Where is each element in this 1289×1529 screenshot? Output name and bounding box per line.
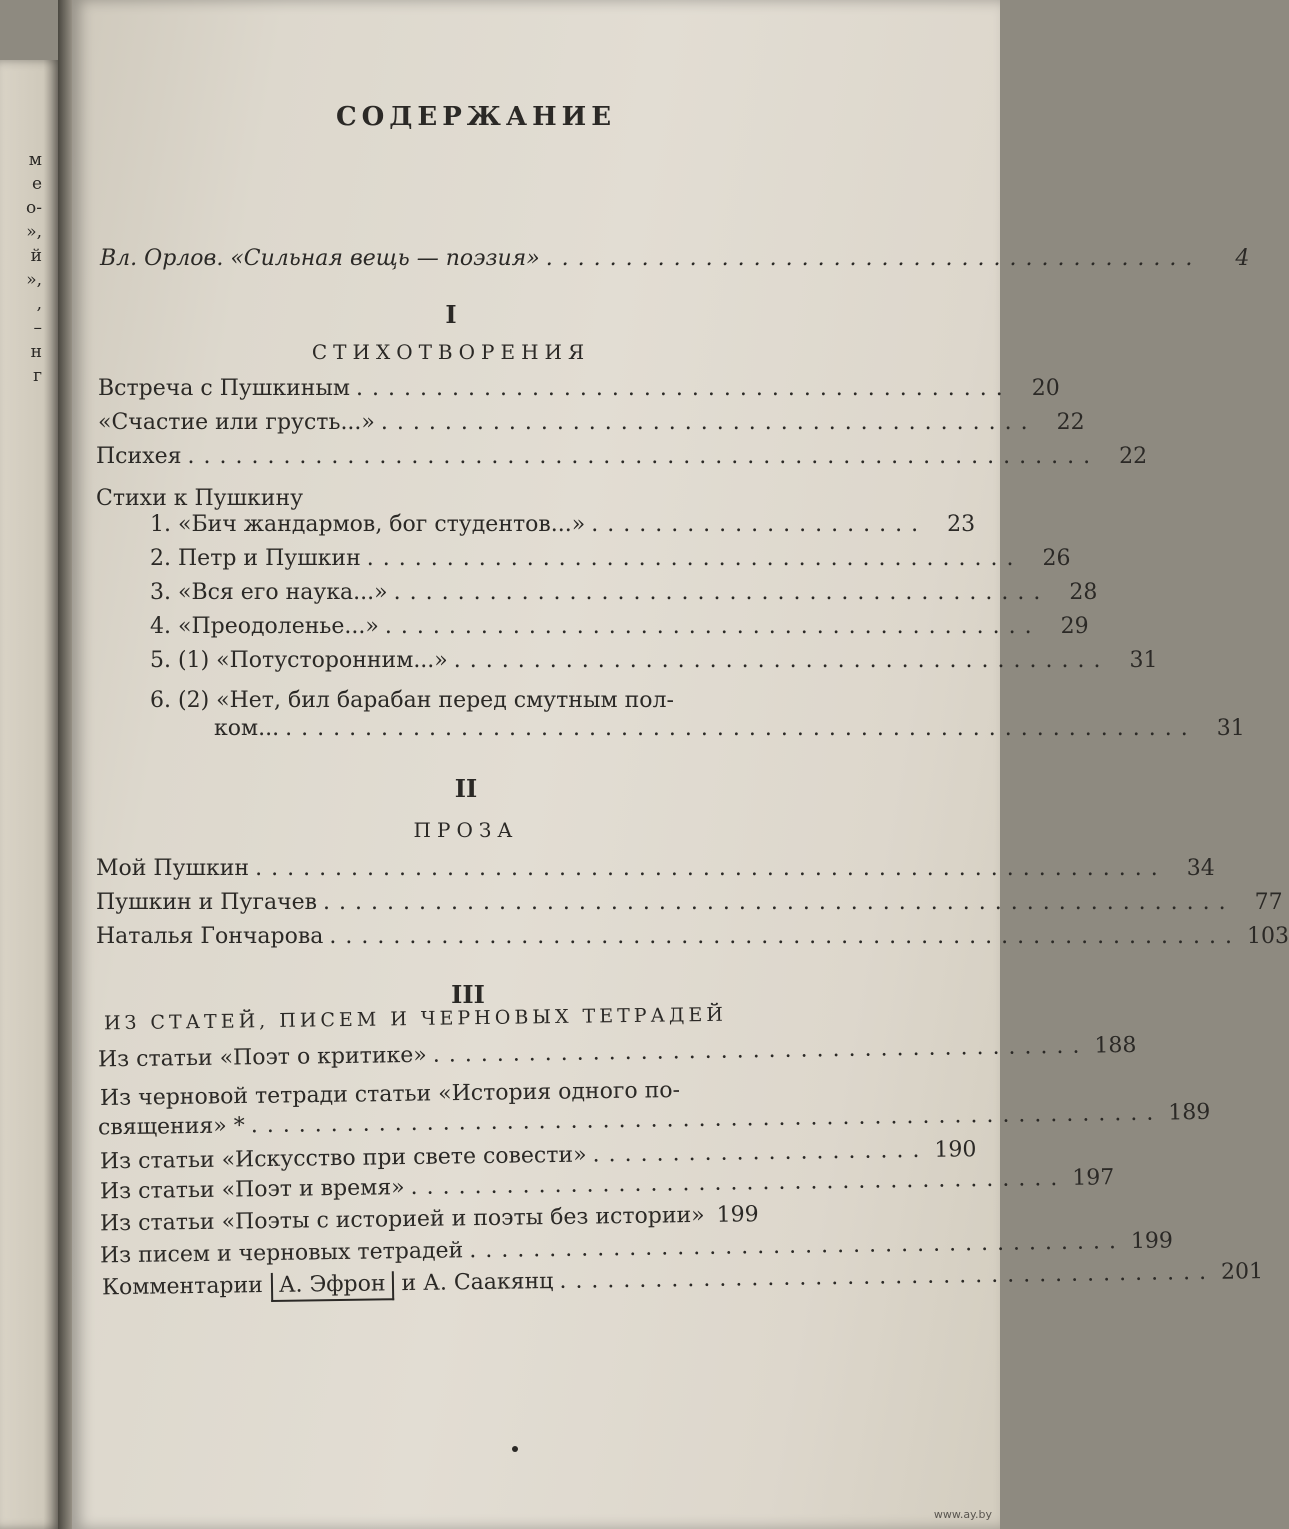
toc-entry xyxy=(96,856,1215,881)
entry-title: Вл. Орлов. «Сильная вещь — поэзия» xyxy=(100,246,540,271)
toc-subentry xyxy=(150,512,976,537)
section-name: ИЗ СТАТЕЙ, ПИСЕМ И ЧЕРНОВЫХ ТЕТРАДЕЙ xyxy=(103,1003,727,1035)
entry-page: 22 xyxy=(1119,444,1148,469)
entry-page: 22 xyxy=(1056,410,1085,435)
entry-title: «Счастие или грусть...» xyxy=(98,410,375,435)
section-numeral: II xyxy=(454,774,478,803)
entry-title: Пушкин и Пугачев xyxy=(96,890,318,915)
page-title: СОДЕРЖАНИЕ xyxy=(335,102,617,132)
leader-dots: ......................................................... xyxy=(255,856,1167,881)
section-name: ПРОЗА xyxy=(413,818,519,842)
entry-title: Из статьи «Поэт и время» xyxy=(99,1175,405,1205)
toc-entry-intro xyxy=(100,246,1250,271)
entry-page: 23 xyxy=(947,512,976,537)
entry-title: Наталья Гончарова xyxy=(96,924,324,949)
section-name: СТИХОТВОРЕНИЯ xyxy=(311,340,591,364)
entry-title xyxy=(102,1269,554,1304)
toc-entry xyxy=(99,1228,1174,1269)
stray-dot xyxy=(512,1446,518,1452)
entry-title: Встреча с Пушкиным xyxy=(98,376,351,401)
entry-page: 199 xyxy=(716,1202,759,1228)
facing-page-fragment: », xyxy=(26,270,42,290)
facing-page-fragment: – xyxy=(33,318,42,338)
toc-entry xyxy=(100,1201,868,1237)
entry-title: Из писем и черновых тетрадей xyxy=(99,1238,464,1269)
toc-entry xyxy=(99,1165,1115,1205)
toc-subentry xyxy=(214,716,1245,741)
leader-dots: ..................... xyxy=(592,1137,929,1168)
facing-page-fragment: м xyxy=(28,150,42,170)
contents-page xyxy=(72,0,1289,1529)
toc-entry xyxy=(97,1032,1137,1073)
entry-title: Психея xyxy=(96,444,182,469)
entry-title: Мой Пушкин xyxy=(96,856,250,881)
leader-dots: ......................................... xyxy=(393,580,1050,605)
leader-dots: ......................................... xyxy=(366,546,1023,571)
leader-dots: ......................................... xyxy=(559,1259,1216,1294)
toc-entry xyxy=(96,924,1289,949)
section-numeral: I xyxy=(445,300,457,329)
facing-page-fragment: , xyxy=(36,294,42,314)
entry-page: 4 xyxy=(1235,246,1250,271)
toc-entry xyxy=(98,410,1085,435)
leader-dots: ..................... xyxy=(591,512,928,537)
facing-page-fragment: н xyxy=(30,342,42,362)
facing-page-fragment: е xyxy=(31,174,42,194)
toc-entry xyxy=(96,444,1148,469)
toc-subentry xyxy=(150,648,1158,673)
toc-entry-commentary xyxy=(101,1259,1264,1305)
leader-dots: ......................................................... xyxy=(187,444,1100,469)
leader-dots: ......................................... xyxy=(410,1165,1067,1201)
leader-dots: ......................................................... xyxy=(285,716,1197,741)
entry-page: 190 xyxy=(934,1137,977,1163)
commentary-suffix: и А. Саакянц xyxy=(401,1269,554,1297)
entry-page: 31 xyxy=(1216,716,1245,741)
entry-title: священия» * xyxy=(97,1113,245,1141)
entry-page: 77 xyxy=(1254,890,1283,915)
leader-dots: ......................................................... xyxy=(250,1100,1163,1139)
toc-subentry xyxy=(150,614,1089,639)
facing-page-fragment: й xyxy=(30,246,42,266)
leader-dots: ......................................... xyxy=(384,614,1041,639)
entry-page: 189 xyxy=(1168,1099,1211,1126)
toc-subentry-line: 6. (2) «Нет, бил барабан перед смутным пол- xyxy=(150,688,674,713)
leader-dots: ......................................... xyxy=(356,376,1012,401)
commentary-prefix: Комментарии xyxy=(101,1273,264,1301)
toc-entry xyxy=(99,1137,977,1175)
entry-title: Из статьи «Поэты с историей и поэты без истории» xyxy=(99,1202,705,1237)
leader-dots: ......................................................... xyxy=(329,924,1242,949)
toc-group-title: Стихи к Пушкину xyxy=(96,486,304,511)
leader-dots: ......................................... xyxy=(432,1033,1089,1068)
entry-page: 197 xyxy=(1072,1165,1115,1191)
toc-entry xyxy=(96,890,1283,915)
entry-title: ком... xyxy=(214,716,280,741)
entry-title: Из статьи «Искусство при свете совести» xyxy=(99,1142,587,1175)
toc-entry xyxy=(98,376,1060,401)
leader-dots: ......................................... xyxy=(453,648,1110,673)
entry-page: 28 xyxy=(1069,580,1098,605)
entry-page: 26 xyxy=(1042,546,1071,571)
entry-page: 188 xyxy=(1094,1032,1137,1059)
entry-page: 31 xyxy=(1129,648,1158,673)
entry-page: 29 xyxy=(1060,614,1089,639)
toc-entry xyxy=(97,1099,1211,1141)
entry-title: 1. «Бич жандармов, бог студентов...» xyxy=(150,512,586,537)
leader-dots: ......................................... xyxy=(469,1229,1126,1264)
leader-dots: ......................................... xyxy=(545,246,1202,271)
entry-page: 20 xyxy=(1031,376,1060,401)
watermark: www.ay.by xyxy=(933,1508,992,1521)
boxed-name: А. Эфрон xyxy=(271,1271,394,1302)
entry-title: Из статьи «Поэт о критике» xyxy=(97,1042,427,1073)
entry-title: 5. (1) «Потусторонним...» xyxy=(150,648,448,673)
entry-page: 199 xyxy=(1130,1228,1174,1254)
entry-title: 2. Петр и Пушкин xyxy=(150,546,361,571)
leader-dots: ......................................... xyxy=(380,410,1037,435)
leader-dots: ......................................................... xyxy=(323,890,1235,915)
entry-title: 3. «Вся его наука...» xyxy=(150,580,388,605)
section-numeral: III xyxy=(451,980,485,1009)
facing-page-fragment: о- xyxy=(26,198,42,218)
toc-entry-line: Из черновой тетради статьи «История одного по- xyxy=(99,1077,681,1112)
entry-page: 34 xyxy=(1186,856,1215,881)
entry-page: 103 xyxy=(1247,924,1289,949)
toc-subentry xyxy=(150,546,1071,571)
entry-title: 4. «Преодоленье...» xyxy=(150,614,379,639)
facing-page-fragment: г xyxy=(33,366,42,386)
facing-page-fragment: », xyxy=(26,222,42,242)
toc-subentry xyxy=(150,580,1098,605)
entry-page: 201 xyxy=(1220,1259,1264,1285)
